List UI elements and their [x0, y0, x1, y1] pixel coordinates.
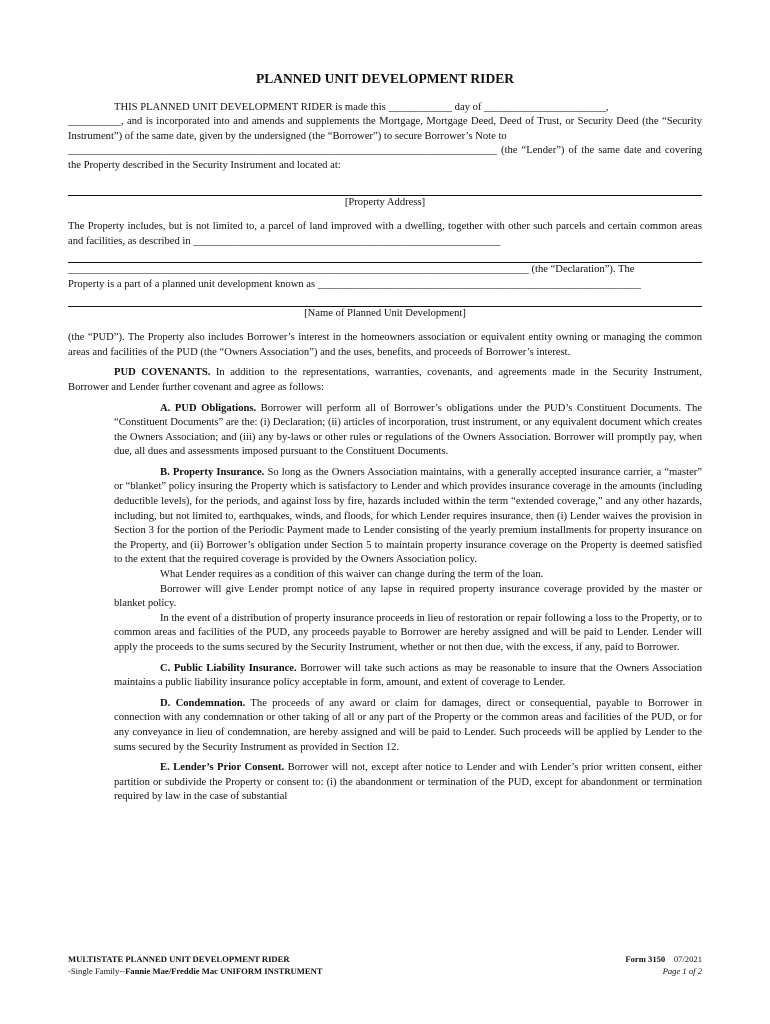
property-para-line-1: The Property includes, but is not limited to, a parcel of land improved with a dwelling, together with other such parcels and certain common areas and facilities, as described in __________________________________________________________	[68, 221, 702, 247]
section-e-heading: E. Lender’s Prior Consent.	[160, 762, 285, 774]
section-b-p2: What Lender requires as a condition of this waiver can change during the term of the loan.	[160, 569, 544, 581]
page-footer	[68, 953, 702, 977]
intro-line-1: THIS PLANNED UNIT DEVELOPMENT RIDER is made this ____________ day of _______________________,	[114, 101, 609, 113]
property-address-line	[68, 182, 702, 196]
declaration-blank-line	[68, 249, 702, 263]
section-e	[114, 761, 702, 805]
footer-instrument-bold: Fannie Mae/Freddie Mac UNIFORM INSTRUMENT	[125, 966, 323, 976]
page-title: PLANNED UNIT DEVELOPMENT RIDER	[256, 71, 514, 86]
section-b-p4: In the event of a distribution of property insurance proceeds in lieu of restoration or repair following a loss to the Property, or to common areas and facilities of the PUD, any proceeds payable to Borrower are hereby assigned and will be paid to Lender. Lender will apply the proceeds to the sums secured by the Security Instrument, whether or not then due, with the excess, if any, paid to Borrower.	[114, 612, 702, 653]
section-c-text: Borrower will take such actions as may be reasonable to insure that the Owners Association maintains a public liability insurance policy acceptable in form, amount, and extent of coverage to Lender.	[114, 662, 702, 689]
section-d	[114, 697, 702, 755]
footer-form-number: Form 3150	[625, 954, 666, 964]
covenants-text: In addition to the representations, warranties, covenants, and agreements made in the Security Instrument, Borrower and Lender further covenant and agree as follows:	[68, 367, 702, 393]
covenants-paragraph	[68, 366, 702, 395]
section-a	[114, 402, 702, 460]
property-para-line-4: Property is a part of a planned unit development known as _____________________________________________________________	[68, 278, 641, 290]
intro-line-2: __________, and is incorporated into and amends and supplements the Mortgage, Mortgage Deed, Deed of Trust, or Security Deed (the “Security Instrument”) of the same date, given by the undersigned (the “Borrower”) to secure Borrower’s Note to	[68, 116, 702, 142]
document-page	[68, 72, 702, 805]
property-para-line-3: _______________________________________________________________________________________ (the “Declaration”). The	[68, 264, 635, 276]
footer-form-title: MULTISTATE PLANNED UNIT DEVELOPMENT RIDER	[68, 954, 290, 964]
section-b-p3: Borrower will give Lender prompt notice of any lapse in required property insurance coverage provided by the master or blanket policy.	[114, 583, 702, 610]
section-a-text: Borrower will perform all of Borrower’s obligations under the PUD’s Constituent Documents. The “Constituent Documents” are the: (i) Declaration; (ii) articles of incorporation, trust instrument, or any equivalent document which creates the Owners Association; and (iii) any by-laws or other rules or regulations of the Owners Association. Borrower will promptly pay, when due, all dues and assessments imposed pursuant to the Constituent Documents.	[114, 402, 702, 458]
pud-name-line	[68, 293, 702, 307]
intro-line-3: _________________________________________________________________________________ (the “Lender”) of the same date and covering the Property described in the Security Instrument and located at:	[68, 145, 702, 171]
section-c-heading: C. Public Liability Insurance.	[160, 662, 297, 674]
pud-paragraph: (the “PUD”). The Property also includes Borrower’s interest in the homeowners association or equivalent entity owning or managing the common areas and facilities of the PUD (the “Owners Association”) and the uses, benefits, and proceeds of Borrower’s interest.	[68, 332, 702, 358]
footer-instrument	[68, 965, 323, 977]
section-d-heading: D. Condemnation.	[160, 697, 246, 709]
footer-page-number: Page 1 of 2	[662, 966, 702, 976]
section-d-text: The proceeds of any award or claim for damages, direct or consequential, payable to Borrower in connection with any condemnation or other taking of all or any part of the Property or the common areas and facilities of the PUD, or for any conveyance in lieu of condemnation, are hereby assigned and will be paid to Lender. Such proceeds will be applied by Lender to the sums secured by the Security Instrument as provided in Section 12.	[114, 697, 703, 753]
section-b-heading: B. Property Insurance.	[160, 466, 265, 478]
section-b	[114, 466, 702, 656]
section-c	[114, 662, 702, 691]
footer-instrument-prefix: -Single Family--	[68, 966, 126, 976]
footer-form-date: 07/2021	[673, 954, 702, 964]
pud-name-label: [Name of Planned Unit Development]	[304, 307, 466, 319]
section-a-heading: A. PUD Obligations.	[160, 402, 257, 414]
section-e-text: Borrower will not, except after notice to Lender and with Lender’s prior written consent, either partition or subdivide the Property or consent to: (i) the abandonment or termination of the PUD, except for abandonment or termination required by law in the case of substantial	[114, 762, 702, 803]
section-b-text: So long as the Owners Association maintains, with a generally accepted insurance carrier, a “master” or “blanket” policy insuring the Property which is satisfactory to Lender and which provides insurance coverage in the amounts (including deductible levels), for the periods, and against loss by fire, hazards included within the term “extended coverage,” and any other hazards, including, but not limited to, earthquakes, winds, and floods, for which Lender requires insurance, then (i) Lender waives the provision in Section 3 for the portion of the Periodic Payment made to Lender consisting of the yearly premium installments for property insurance on the Property, and (ii) Borrower’s obligation under Section 5 to maintain property insurance coverage on the Property is deemed satisfied to the extent that the required coverage is provided by the Owners Association policy.	[114, 466, 702, 566]
property-address-label: [Property Address]	[344, 196, 426, 208]
covenants-heading: PUD COVENANTS.	[114, 367, 211, 379]
